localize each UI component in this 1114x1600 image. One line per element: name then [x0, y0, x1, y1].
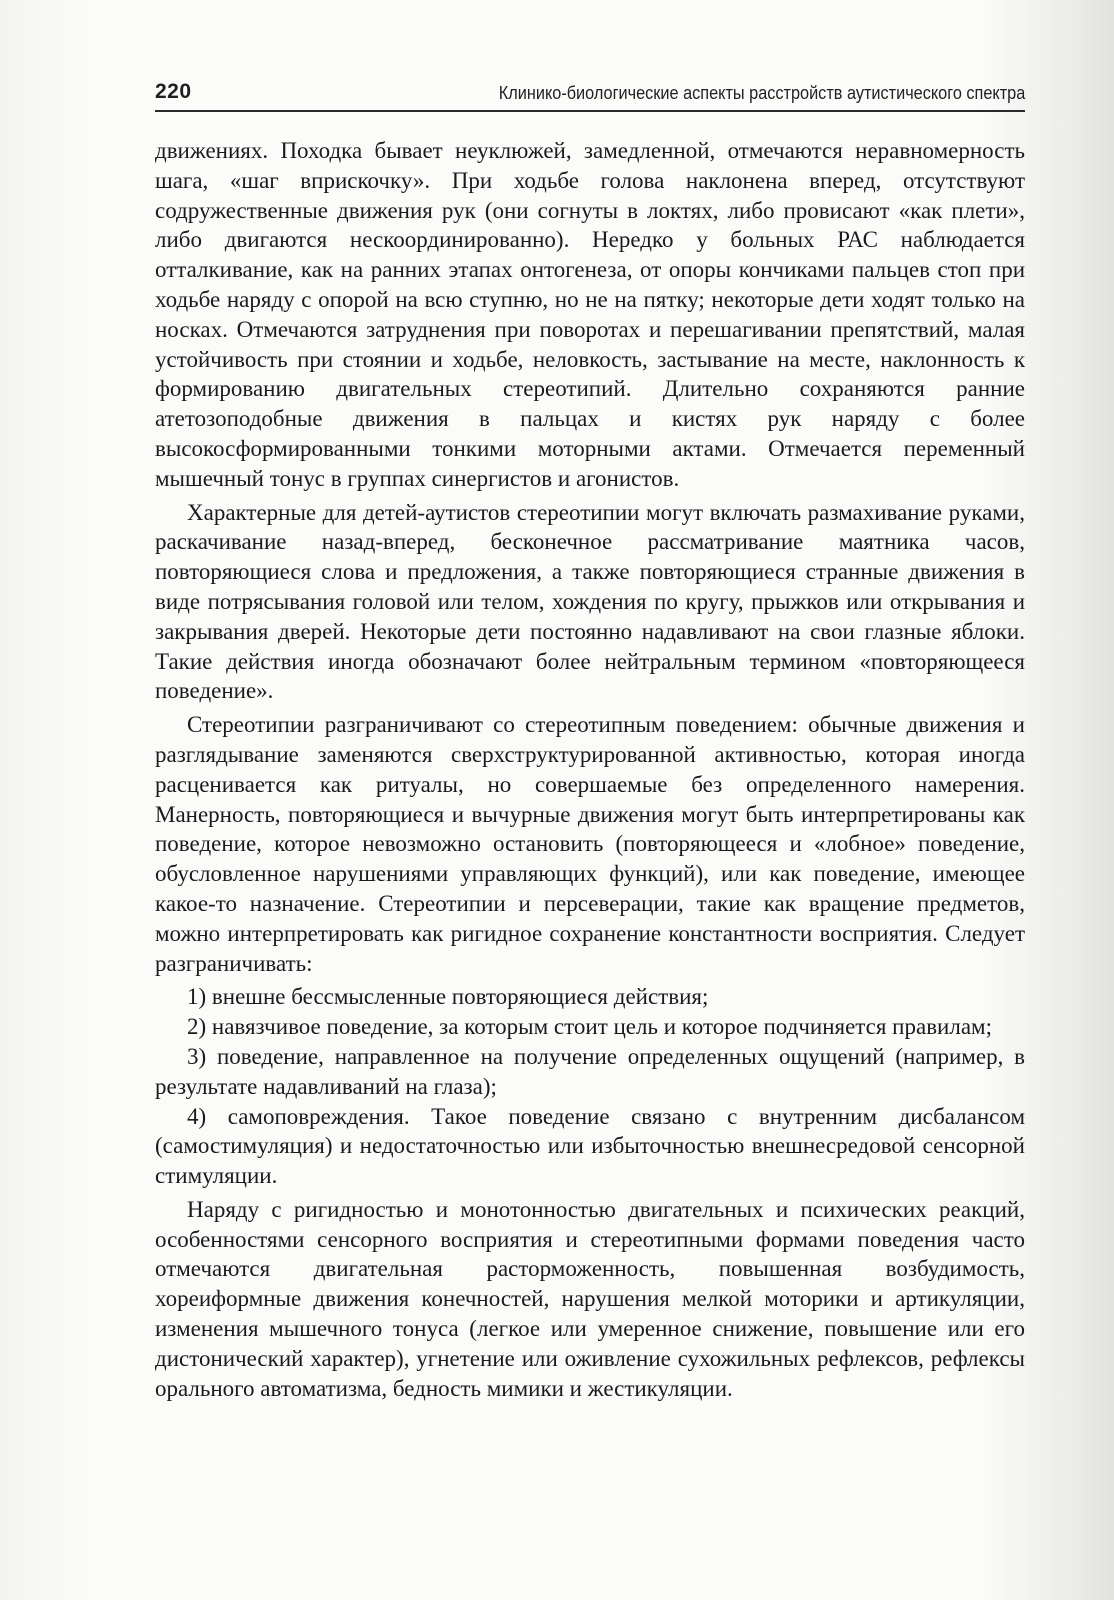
page-header: [155, 80, 1025, 112]
page-number: 220: [155, 80, 192, 103]
paragraph-stereotypies: Характерные для детей-аутистов стереотипии могут включать размахивание руками, раскачивание назад-вперед, бесконечное рассматривание маятника часов, повторяющиеся слова и предложения, а также повторяющиеся странные движения в виде потрясывания головой или телом, хождения по кругу, прыжков или открывания и закрывания дверей. Некоторые дети постоянно надавливают на свои глазные яблоки. Такие действия иногда обозначают более нейтральным термином «повторяющееся поведение».: [155, 499, 1025, 704]
running-title: Клинико-биологические аспекты расстройств аутистического спектра: [498, 82, 1025, 103]
body-text: [155, 136, 1025, 1407]
paragraph-continued: движениях. Походка бывает неуклюжей, замедленной, отмечаются неравномерность шага, «шаг вприскочку». При ходьбе голова наклонена вперед, отсутствуют содружественные движения рук (они согнуты в локтях, либо провисают «как плети», либо двигаются нескоординированно). Нередко у больных РАС наблюдается отталкивание, как на ранних этапах онтогенеза, от опоры кончиками пальцев стоп при ходьбе наряду с опорой на всю ступню, но не на пятку; некоторые дети ходят только на носках. Отмечаются затруднения при поворотах и перешагивании препятствий, малая устойчивость при стоянии и ходьбе, неловкость, застывание на месте, наклонность к формированию двигательных стереотипий. Длительно сохраняются ранние атетозоподобные движения в пальцах и кистях рук наряду с более высокосформированными тонкими моторными актами. Отмечается переменный мышечный тонус в группах синергистов и агонистов.: [155, 138, 1025, 491]
paragraph-motor-features: Наряду с ригидностью и монотонностью двигательных и психических реакций, особенностями сенсорного восприятия и стереотипными формами поведения часто отмечаются двигательная расторможенность, повышенная возбудимость, хореиформные движения конечностей, нарушения мелкой моторики и артикуляции, изменения мышечного тонуса (легкое или умеренное снижение, повышение или его дистонический характер), угнетение или оживление сухожильных рефлексов, рефлексы орального автоматизма, бедность мимики и жестикуляции.: [155, 1196, 1025, 1401]
list-item: 3) поведение, направленное на получение определенных ощущений (например, в результате надавливаний на глаза);: [155, 1043, 1025, 1099]
list-item: 1) внешне бессмысленные повторяющиеся действия;: [187, 984, 709, 1010]
paragraph-differentiation: Стереотипии разграничивают со стереотипным поведением: обычные движения и разглядывание заменяются сверхструктурированной активностью, которая иногда расценивается как ритуалы, но совершаемые без определенного намерения. Манерность, повторяющиеся и вычурные движения могут быть интерпретированы как поведение, которое невозможно остановить (повторяющееся и «лобное» поведение, обусловленное нарушениями управляющих функций), или как поведение, имеющее какое-то назначение. Стереотипии и персеверации, такие как вращение предметов, можно интерпретировать как ригидное сохранение константности восприятия. Следует разграничивать:: [155, 712, 1025, 976]
list-item: 4) самоповреждения. Такое поведение связано с внутренним дисбалансом (самостимуляция) и недостаточностью или избыточностью внешнесредовой сенсорной стимуляции.: [155, 1103, 1025, 1189]
list-item: 2) навязчивое поведение, за которым стоит цель и которое подчиняется правилам;: [187, 1014, 992, 1040]
